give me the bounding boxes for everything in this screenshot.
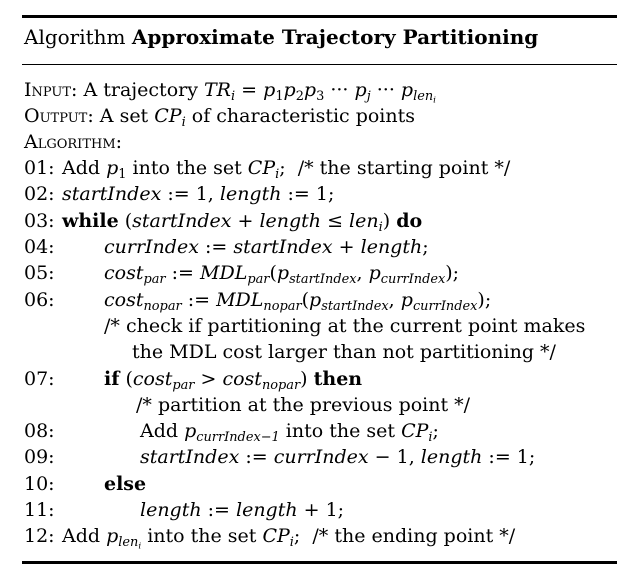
line-03: 03: while (startIndex + length ≤ len$_i$) do (24, 210, 423, 235)
output-line: Output: A set $CP_i$ of characteristic points (24, 105, 416, 130)
line-number: 08: (24, 420, 55, 442)
title-rule (22, 64, 617, 65)
line-number: 12: (24, 525, 55, 547)
line-04: 04: currIndex := startIndex + length; (24, 236, 429, 258)
line-01: 01: Add $p_1$ into the set $CP_i$; /* the starting point */ (24, 157, 511, 182)
line-number: 02: (24, 183, 55, 205)
line-number: 09: (24, 446, 55, 468)
line-number: 04: (24, 236, 55, 258)
line-05: 05: cost$_{par}$ := $MDL_{par}(p_{startIndex}$, $p_{currIndex}$); (24, 262, 460, 287)
algorithm-label: Algorithm: (24, 131, 123, 153)
algorithm-title (24, 25, 538, 49)
line-11: 11: length := length + 1; (24, 499, 345, 521)
input-line: Input: A trajectory $TR_i = p_1p_2p_3$ ··· $p_j$ ··· $p_{len_i}$ (24, 79, 436, 106)
title-name: Approximate Trajectory Partitioning (131, 25, 539, 49)
line-number: 01: (24, 157, 55, 179)
comment-line-2: the MDL cost larger than not partitioning */ (132, 341, 556, 363)
bottom-rule (22, 561, 617, 564)
top-rule (22, 15, 617, 18)
title-prefix: Algorithm (24, 25, 126, 49)
comment-line-3: /* partition at the previous point */ (136, 394, 471, 416)
line-09: 09: startIndex := currIndex − 1, length := 1; (24, 446, 536, 468)
comment-line-1: /* check if partitioning at the current point makes (104, 315, 586, 337)
line-08: 08: Add $p_{currIndex-1}$ into the set $CP_i$; (24, 420, 439, 445)
line-07: 07: if (cost$_{par}$ > cost$_{nopar}$) then (24, 368, 363, 393)
line-02: 02: startIndex := 1, length := 1; (24, 183, 335, 205)
line-number: 05: (24, 262, 55, 284)
line-number: 10: (24, 473, 55, 495)
line-10: 10: else (24, 473, 147, 495)
line-12: 12: Add $p_{len_i}$ into the set $CP_i$; /* the ending point */ (24, 525, 516, 552)
line-number: 03: (24, 210, 55, 232)
line-number: 07: (24, 368, 55, 390)
line-06: 06: cost$_{nopar}$ := $MDL_{nopar}(p_{startIndex}$, $p_{currIndex}$); (24, 289, 492, 314)
line-number: 11: (24, 499, 55, 521)
line-number: 06: (24, 289, 55, 311)
